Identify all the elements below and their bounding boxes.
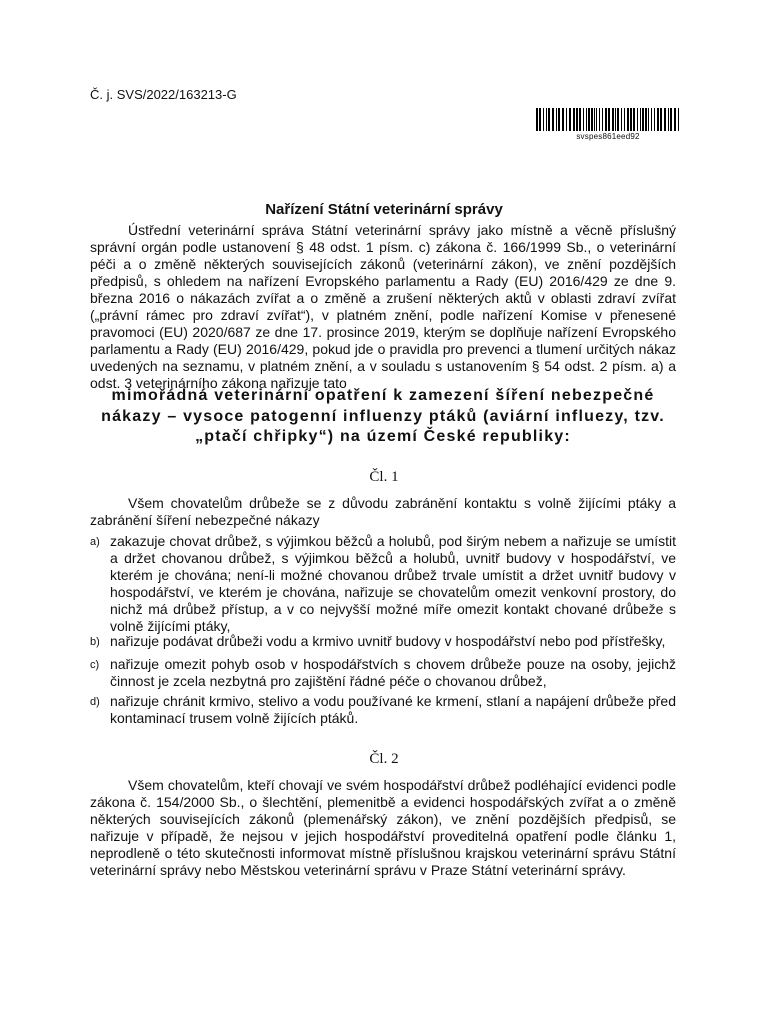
barcode-bar [642, 108, 644, 131]
list-marker: a) [90, 536, 100, 548]
article-2-heading: Čl. 2 [369, 751, 399, 767]
barcode-bar [583, 108, 584, 131]
barcode-bar [645, 108, 647, 131]
list-item-text: nařizuje chránit krmivo, stelivo a vodu používané ke krmení, stlaní a napájení drůbeže před kontaminací trusem volně žijících ptáků. [110, 693, 676, 726]
article-1-item-d [90, 693, 676, 727]
list-marker: c) [90, 659, 100, 671]
barcode-bar [637, 108, 638, 131]
barcode-bar [612, 108, 614, 131]
barcode-bar [648, 108, 649, 131]
barcode-bar [654, 108, 655, 131]
barcode-bar [562, 108, 564, 131]
subject-heading: mimořádná veterinární opatření k zamezení šíření nebezpečné nákazy – vysoce patogenní influenzy ptáků (aviární influezy, tzv. „ptačí chřipky“) na území České republiky: [101, 387, 665, 445]
barcode-bar [556, 108, 557, 131]
barcode-bar [548, 108, 550, 131]
barcode-bar [594, 108, 595, 131]
list-item [90, 656, 676, 690]
barcode-block [536, 108, 680, 142]
barcode-bar [536, 108, 538, 131]
barcode-bar [660, 108, 662, 131]
barcode-bar [569, 108, 571, 131]
barcode-bar [576, 108, 578, 131]
list-marker: d) [90, 696, 100, 708]
barcode-image [536, 108, 680, 131]
barcode-bar [678, 108, 679, 131]
barcode-bar [668, 108, 669, 131]
barcode-bar [605, 108, 607, 131]
barcode-bar [546, 108, 547, 131]
barcode-bar [664, 108, 666, 131]
list-item-text: zakazuje chovat drůbež, s výjimkou běžců a holubů, pod širým nebem a nařizuje se umístit a držet chovanou drůbež, s výjimkou běžců a holubů, uvnitř budovy v hospodářství, ve kterém je chována; není-li možné chovanou drůbež trvale umístit a držet uvnitř budovy v hospodářství, ve kterém je chována, nařizuje se chovatelům omezit venkovní prostory, do nichž má drůbež přístup, a v co nejvyšší možné míře omezit kontakt chované drůbeže s volně žijícími ptáky, [110, 533, 676, 634]
barcode-bar [624, 108, 625, 131]
list-item-text: nařizuje podávat drůbeži vodu a krmivo uvnitř budovy v hospodářství nebo pod přístřešky, [110, 633, 666, 649]
list-item [90, 533, 676, 635]
list-marker: b) [90, 636, 100, 648]
barcode-bar [617, 108, 619, 131]
barcode-bar [552, 108, 554, 131]
barcode-bar [558, 108, 560, 131]
barcode-caption: svspes861eed92 [576, 132, 640, 141]
barcode-bar [588, 108, 590, 131]
barcode-bar [602, 108, 603, 131]
article-1-item-c [90, 656, 676, 690]
barcode-bar [599, 108, 600, 131]
barcode-bar [586, 108, 587, 131]
barcode-bar [657, 108, 659, 131]
barcode-bar [640, 108, 641, 131]
barcode-bar [633, 108, 635, 131]
barcode-bar [543, 108, 544, 131]
intro-paragraph: Ústřední veterinární správa Státní veterinární správy jako místně a věcně příslušný správní orgán podle ustanovení § 48 odst. 1 písm. c) zákona č. 166/1999 Sb., o veterinární péči a o změně některých souvisejících zákonů (veterinární zákon), ve znění pozdějších předpisů, s ohledem na nařízení Evropského parlamentu a Rady (EU) 2016/429 ze dne 9. března 2016 o nákazách zvířat a o změně a zrušení některých aktů v oblasti zdraví zvířat („právní rámec pro zdraví zvířat“), v platném znění, podle nařízení Komise v přenesené pravomoci (EU) 2020/687 ze dne 17. prosince 2019, kterým se doplňuje nařízení Evropského parlamentu a Rady (EU) 2016/429, pokud jde o pravidla pro prevenci a tlumení určitých nákaz uvedených na seznamu, v platném znění, a v souladu s ustanovením § 54 odst. 2 písm. a) a odst. 3 veterinárního zákona nařizuje tato [90, 222, 676, 391]
barcode-bar [596, 108, 597, 131]
list-item [90, 633, 676, 650]
barcode-bar [566, 108, 567, 131]
document-reference-number: Č. j. SVS/2022/163213-G [90, 87, 237, 102]
barcode-bar [579, 108, 581, 131]
barcode-bar [630, 108, 632, 131]
barcode-bar [621, 108, 622, 131]
list-item-text: nařizuje omezit pohyb osob v hospodářstvích s chovem drůbeže pouze na osoby, jejichž činnost je zcela nezbytná pro zajištění řádné péče o chovanou drůbež, [110, 656, 676, 689]
barcode-bar [573, 108, 575, 131]
barcode-bar [608, 108, 610, 131]
article-2-paragraph: Všem chovatelům, kteří chovají ve svém hospodářství drůbež podléhající evidenci podle zákona č. 154/2000 Sb., o šlechtění, plemenitbě a evidenci hospodářských zvířat a o změně některých souvisejících zákonů (plemenářský zákon), ve znění pozdějších předpisů, se nařizuje v případě, že nejsou v jejich hospodářství proveditelná opatření podle článku 1, neprodleně o této skutečnosti informovat místně příslušnou krajskou veterinární správu Státní veterinární správy nebo Městskou veterinární správu v Praze Státní veterinární správy. [90, 777, 676, 878]
document-title: Nařízení Státní veterinární správy [265, 201, 503, 218]
article-1-heading: Čl. 1 [369, 469, 399, 485]
article-1-item-b [90, 633, 676, 650]
barcode-bar [539, 108, 541, 131]
barcode-bar [591, 108, 593, 131]
article-1-item-a [90, 533, 676, 635]
barcode-bar [670, 108, 672, 131]
list-item [90, 693, 676, 727]
barcode-bar [674, 108, 676, 131]
barcode-bar [651, 108, 652, 131]
barcode-bar [615, 108, 616, 131]
barcode-bar [627, 108, 629, 131]
article-1-intro: Všem chovatelům drůbeže se z důvodu zabránění kontaktu s volně žijícími ptáky a zabránění šíření nebezpečné nákazy [90, 495, 676, 528]
